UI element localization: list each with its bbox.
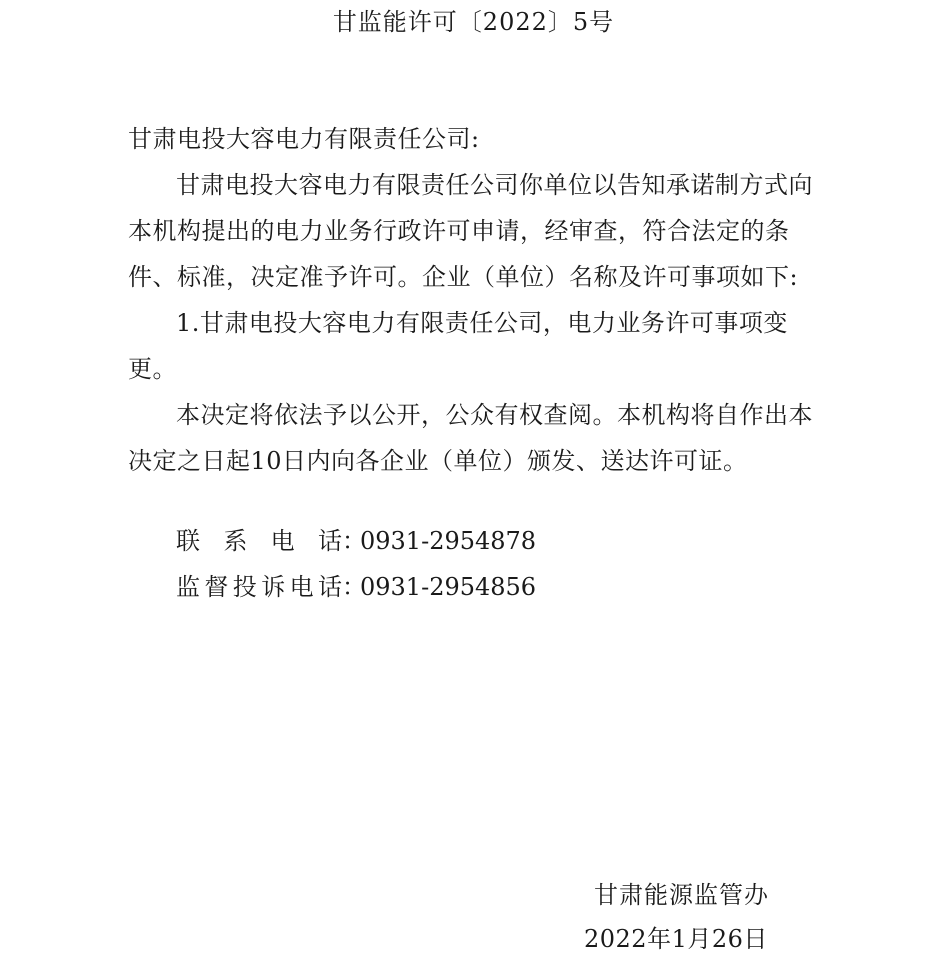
complaint-phone-label: 监督投诉电话 bbox=[176, 573, 342, 601]
contact-phone-value: 0931-2954878 bbox=[360, 527, 537, 555]
addressee: 甘肃电投大容电力有限责任公司: bbox=[128, 125, 480, 153]
issuer-name: 甘肃能源监管办 bbox=[594, 881, 769, 909]
contact-phone-colon: ： bbox=[342, 527, 366, 555]
document-number: 甘监能许可〔2022〕5号 bbox=[332, 8, 615, 36]
complaint-phone-colon: ： bbox=[342, 573, 366, 601]
contact-phone-label: 联系电话 bbox=[176, 527, 342, 555]
issue-date: 2022年1月26日 bbox=[584, 925, 768, 953]
paragraph-item-1: 1.甘肃电投大容电力有限责任公司，电力业务许可事项变更。 bbox=[128, 309, 788, 383]
contact-block bbox=[176, 518, 536, 610]
complaint-phone-row bbox=[176, 564, 536, 610]
paragraph-decision: 甘肃电投大容电力有限责任公司你单位以告知承诺制方式向本机构提出的电力业务行政许可申请，经审查，符合法定的条件、标准，决定准予许可。企业（单位）名称及许可事项如下: bbox=[128, 171, 813, 291]
paragraph-publicity: 本决定将依法予以公开，公众有权查阅。本机构将自作出本决定之日起10日内向各企业（单位）颁发、送达许可证。 bbox=[128, 401, 813, 475]
contact-phone-row bbox=[176, 518, 536, 564]
complaint-phone-value: 0931-2954856 bbox=[360, 573, 537, 601]
document-body bbox=[128, 116, 832, 484]
